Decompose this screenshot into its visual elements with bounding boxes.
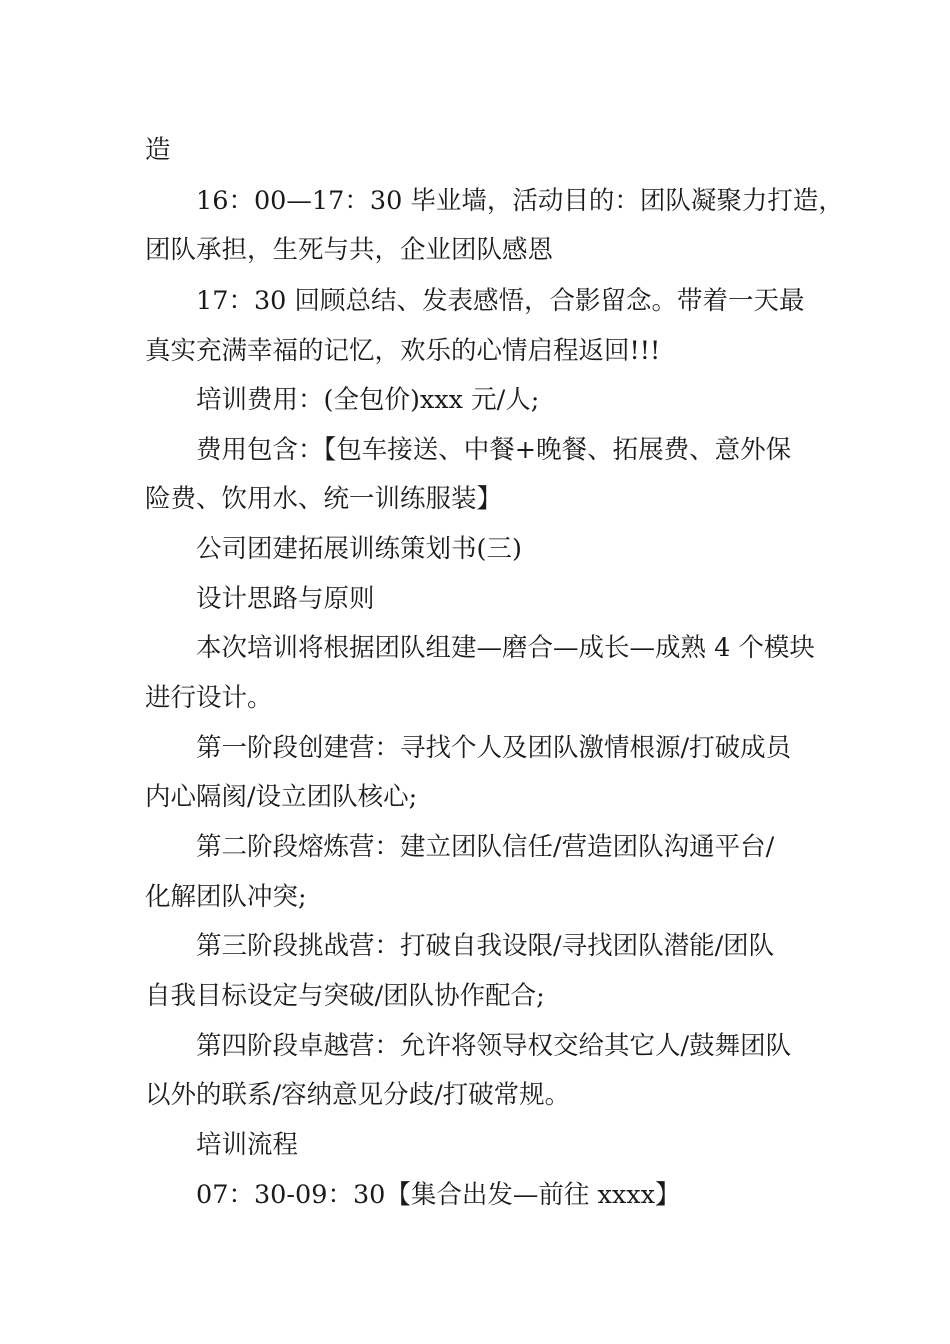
stage-four: 第四阶段卓越营：允许将领导权交给其它人/鼓舞团队 xyxy=(196,1031,792,1061)
text-line: 内心隔阂/设立团队核心; xyxy=(145,782,418,812)
schedule-item-departure: 07：30-09：30【集合出发—前往 xxxx】 xyxy=(196,1180,681,1210)
training-fee: 培训费用：(全包价)xxx 元/人; xyxy=(196,385,540,415)
schedule-item-graduation-wall: 16：00—17：30 毕业墙，活动目的：团队凝聚力打造， xyxy=(196,186,844,216)
text-line: 进行设计。 xyxy=(145,683,273,713)
paragraph-intro: 本次培训将根据团队组建—磨合—成长—成熟 4 个模块 xyxy=(196,633,815,663)
section-heading-design: 设计思路与原则 xyxy=(196,584,375,614)
fee-includes: 费用包含：【包车接送、中餐+晚餐、拓展费、意外保 xyxy=(196,435,792,465)
schedule-item-review: 17：30 回顾总结、发表感悟，合影留念。带着一天最 xyxy=(196,286,805,316)
section-heading-process: 培训流程 xyxy=(196,1130,299,1160)
text-line: 团队承担，生死与共，企业团队感恩 xyxy=(145,235,554,265)
stage-two: 第二阶段熔炼营：建立团队信任/营造团队沟通平台/ xyxy=(196,832,775,862)
stage-one: 第一阶段创建营：寻找个人及团队激情根源/打破成员 xyxy=(196,733,792,763)
text-line: 真实充满幸福的记忆，欢乐的心情启程返回!!! xyxy=(145,336,661,366)
text-line: 化解团队冲突; xyxy=(145,882,307,912)
text-line: 自我目标设定与突破/团队协作配合; xyxy=(145,981,545,1011)
section-title: 公司团建拓展训练策划书(三) xyxy=(196,534,522,564)
stage-three: 第三阶段挑战营：打破自我设限/寻找团队潜能/团队 xyxy=(196,931,775,961)
text-line-continuation: 造 xyxy=(145,135,171,165)
text-line: 以外的联系/容纳意见分歧/打破常规。 xyxy=(145,1080,571,1110)
text-line: 险费、饮用水、统一训练服装】 xyxy=(145,484,503,514)
